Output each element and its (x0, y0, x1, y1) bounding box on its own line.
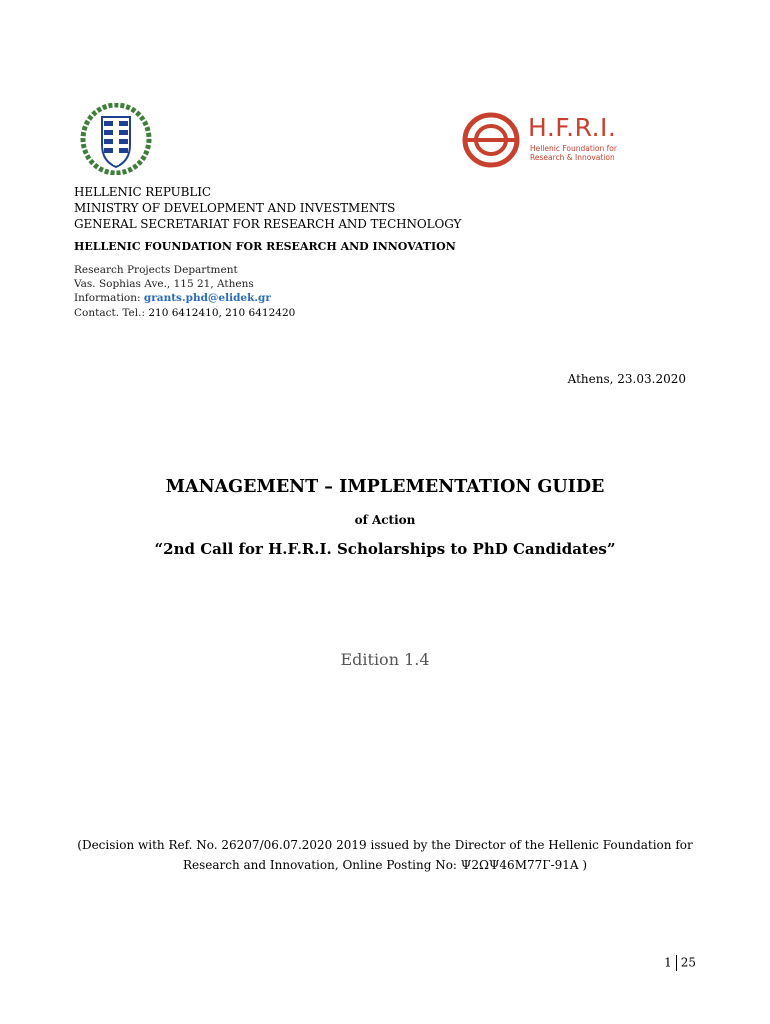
decision-line-2: Research and Innovation, Online Posting No: Ψ2ΩΨ46Μ77Γ-91Α ) (182, 858, 588, 872)
header-foundation: HELLENIC FOUNDATION FOR RESEARCH AND INNOVATION (74, 240, 456, 253)
page-number (664, 955, 696, 971)
contact-telephone (74, 306, 295, 320)
document-call-name: “2nd Call for H.F.R.I. Scholarships to PhD Candidates” (154, 540, 616, 558)
hfri-logo-subtitle: Hellenic Foundation for Research & Innovation (530, 144, 617, 162)
decision-line-1: (Decision with Ref. No. 26207/06.07.2020 2019 issued by the Director of the Hellenic Foundation for (77, 838, 693, 852)
hfri-logo-name: H.F.R.I. (528, 113, 617, 142)
contact-email-link[interactable]: grants.phd@elidek.gr (143, 292, 271, 304)
header-line-ministry: MINISTRY OF DEVELOPMENT AND INVESTMENTS (74, 201, 396, 215)
document-date: Athens, 23.03.2020 (567, 372, 686, 386)
contact-information (74, 291, 271, 305)
document-edition: Edition 1.4 (340, 650, 430, 669)
header-line-secretariat: GENERAL SECRETARIAT FOR RESEARCH AND TECHNOLOGY (74, 217, 462, 231)
document-decision (60, 835, 710, 875)
contact-department: Research Projects Department (74, 264, 238, 276)
greek-emblem-logo (80, 103, 152, 175)
hfri-mark-icon (462, 112, 520, 168)
header-line-republic: HELLENIC REPUBLIC (74, 185, 211, 199)
contact-tel-label: Contact. Tel.: (74, 307, 149, 319)
page-current: 1 (664, 955, 672, 970)
contact-address: Vas. Sophias Ave., 115 21, Athens (74, 278, 254, 290)
document-title: MANAGEMENT – IMPLEMENTATION GUIDE (165, 477, 605, 497)
page-total: 25 (680, 955, 696, 970)
hfri-logo (462, 112, 632, 168)
contact-tel-number: 210 6412410, 210 6412420 (148, 307, 296, 319)
contact-info-label: Information: (74, 292, 144, 304)
document-of-action: of Action (354, 513, 416, 527)
page-separator (676, 955, 677, 971)
